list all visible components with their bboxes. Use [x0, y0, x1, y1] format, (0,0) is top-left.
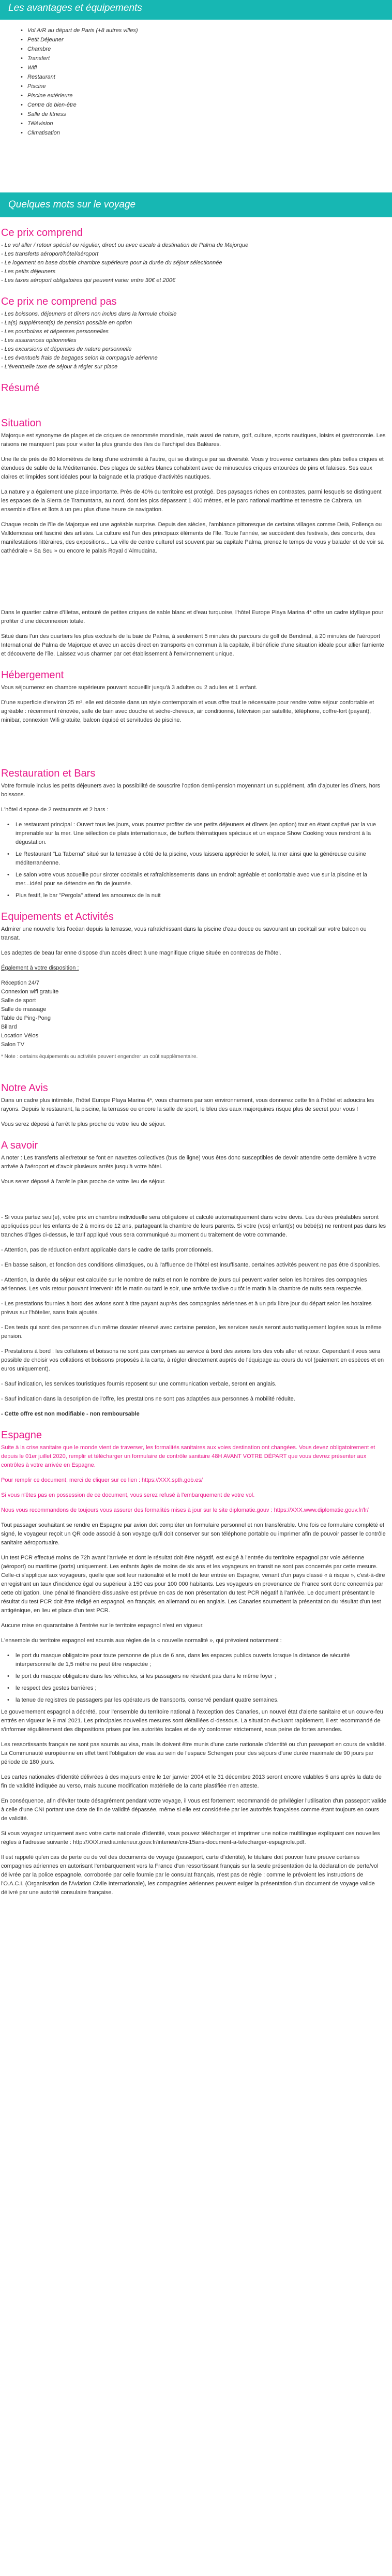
feature-item: • Wifi [21, 63, 138, 72]
price-excludes-title: Ce prix ne comprend pas [1, 296, 117, 307]
restaurant-item: • Le restaurant principal : Ouvert tous les jours, vous pourrez profiter de vos petits déjeuners et dîners (en option) tout en étant captivé par la vue imprenable sur la mer. Une sélection de plats internationaux, de buffets thématiques spéciaux et un espace Show Cooking vous rendront à la dégustation. [1, 821, 387, 847]
equipment-item: Réception 24/7 [1, 980, 39, 986]
equipment-paragraph: Admirer une nouvelle fois l'océan depuis la terrasse, vous rafraîchissant dans la piscine d'eau douce ou savourant un cocktail sur votre balcon ou transat. [1, 926, 367, 941]
good-to-know-paragraph: A noter : Les transferts aller/retour se font en navettes collectives (bus de ligne) vous êtes donc susceptibles de devoir attendre cette dernière à votre arrivée à l'aéroport et d'avoir plusieurs arrêts jusqu'à votre hôtel. [1, 1155, 376, 1170]
restaurant-item: • Le Restaurant "La Taberna" situé sur la terrasse à côté de la piscine, vous laissera apprécier le soleil, la mer ainsi que la généreuse cuisine méditerranéenne. [1, 850, 387, 868]
situation-paragraph: Situé dans l'un des quartiers les plus exclusifs de la baie de Palma, à seulement 5 minutes du parcours de golf de Bendinat, à 20 minutes de l'aéroport International de Palma de Majorque et avec un accès direct en transports en commun à la capitale, il bénéficie d'une situation idéale pour allier farniente et découverte de l'île. Laissez vous charmer par cet établissement à l'environnement unique. [1, 633, 384, 657]
summary-title: Résumé [1, 382, 40, 394]
good-to-know-item: - Prestations à bord : les collations et boissons ne sont pas comprises au service à bord des avions lors des vols aller et retour. Cependant il vous sera possible de choisir vos collations et boissons proposés à la carte, à régler directement auprès de l'équipage au cours du vol (paiement en espèces et en euros uniquement). [1, 1348, 384, 1372]
spain-paragraph: Les ressortissants français ne sont pas soumis au visa, mais ils doivent être munis d'une carte nationale d'identité ou d'un passeport en cours de validité. La Communauté européenne en effet tient l'obligation de visa au sein de l'espace Schengen pour des séjours d'une durée maximale de 90 jours par période de 180 jours. [1, 1741, 386, 1765]
spain-paragraph: Si vous voyagez uniquement avec votre carte nationale d'identité, vous pouvez télécharger et imprimer une notice multilingue expliquant ces nouvelles règles à l'adresse suivante : http://XXX.media.interieur.gouv.fr/interieur/cni-15ans-document-a-telecharger-espagnole.pdf. [1, 1830, 380, 1845]
good-to-know-item: - Les prestations fournies à bord des avions sont à titre payant auprès des compagnies aériennes et à un prix libre jour du départ selon les horaires prévus sur l'hôtelier, sans frais ajoutés. [1, 1301, 372, 1316]
price-includes-line: - Le vol aller / retour spécial ou régulier, direct ou avec escale à destination de Palma de Majorque [1, 242, 249, 248]
non-refundable-note: - Cette offre est non modifiable - non remboursable [1, 1411, 140, 1417]
equipment-title: Equipements et Activités [1, 911, 114, 922]
good-to-know-item: - Sauf indication, les services touristiques fournis reposent sur une communication verbale, seront en anglais. [1, 1381, 277, 1387]
section-header-advantages-title: Les avantages et équipements [8, 3, 142, 13]
spain-rule-item: • la tenue de registres de passagers par les opérateurs de transports, conservé pendant quatre semaines. [1, 1696, 387, 1705]
feature-item: • Piscine extérieure [21, 91, 138, 100]
spain-paragraph: Le gouvernement espagnol a décrété, pour l'ensemble du territoire national à l'exception des Canaries, un nouvel état d'alerte sanitaire et un couvre-feu entrés en vigueur le 9 mai 2021. Les principales nouvelles mesures sont détaillées ci-dessous. La situation évoluant rapidement, il est recommandé de s'informer régulièrement des dispositions prises par les autorités locales et de s'y conformer strictement, sous peine de fortes amendes. [1, 1709, 383, 1733]
feature-item: • Salle de fitness [21, 110, 138, 119]
section-header-advantages [0, 0, 392, 20]
equipment-item: Salle de massage [1, 1006, 47, 1012]
feature-item: • Piscine [21, 82, 138, 91]
section-header-trip [0, 192, 392, 217]
spain-rule-item: • le port du masque obligatoire pour toute personne de plus de 6 ans, dans les espaces publics ouverts lorsque la distance de sécurité interpersonnelle de 1,5 mètre ne peut être respectée ; [1, 1651, 387, 1669]
equipment-paragraph: Les adeptes de beau far enne dispose d'un accès direct à une magnifique crique située en contrebas de l'hôtel. [1, 950, 281, 956]
situation-paragraph: Une île de près de 80 kilomètres de long d'une extrémité à l'autre, qui se distingue par sa diversité. Vous y trouverez certaines des plus belles criques et étendues de sable de la Méditerranée. Des plages de sables blancs cohabitent avec de minuscules criques entourées de pins et falaises. Ses eaux claires et limpides sont idéales pour la baignade et la pratique d'activités nautiques. [1, 456, 384, 480]
features-list [21, 26, 138, 138]
spain-rules-list [1, 1651, 387, 1705]
spain-paragraph: Les cartes nationales d'identité délivrées à des majeurs entre le 1er janvier 2004 et le 31 décembre 2013 seront encore valables 5 ans après la date de fin de validité indiquée au verso, mais aucune modification matérielle de la carte plastifiée n'en atteste. [1, 1774, 382, 1789]
equipment-list-title: Également à votre disposition : [1, 965, 79, 971]
situation-paragraph: Dans le quartier calme d'Illetas, entouré de petites criques de sable blanc et d'eau turquoise, l'hôtel Europe Playa Marina 4* offre un cadre idyllique pour profiter d'une déconnexion totale. [1, 609, 384, 624]
accommodation-paragraph: Vous séjournerez en chambre supérieure pouvant accueillir jusqu'à 3 adultes ou 2 adultes et 1 enfant. [1, 684, 258, 691]
feature-item: • Centre de bien-être [21, 100, 138, 110]
price-excludes-line: - Les boissons, déjeuners et dîners non inclus dans la formule choisie [1, 311, 177, 317]
feature-item: • Télévision [21, 119, 138, 128]
price-includes-line: - Les transferts aéroport/hôtel/aéroport [1, 251, 99, 257]
feature-item: • Chambre [21, 44, 138, 54]
good-to-know-item: - Attention, pas de réduction enfant applicable dans le cadre de tarifs promotionnels. [1, 1247, 213, 1253]
spain-paragraph: Un test PCR effectué moins de 72h avant l'arrivée et dont le résultat doit être négatif, est exigé à l'entrée du territoire espagnol par voie aérienne (aéroport) ou maritime (ports) uniquement. Les enfants âgés de moins de six ans et les voyageurs en transit ne sont pas concernés par cette mesure. Celle-ci s'applique aux voyageurs, quelle que soit leur nationalité et le motif de leur entrée en Espagne, venant d'un pays classé « à risque », c'est-à-dire enregistrant un taux d'incidence égal ou supérieur à 150 cas pour 100 000 habitants. Les voyageurs en provenance de France sont donc concernés par cette obligation. Une pénalité financière dissuasive est prévue en cas de non présentation du test PCR négatif à l'arrivée. Le document présentant le résultat du test PCR doit être rédigé en espagnol, en français, en allemand ou en anglais. Les Canaries soumettent la présentation du résultat d'un test antigénique, en lieu et place d'un test PCR. [1, 1555, 385, 1614]
spain-alert-link[interactable]: Pour remplir ce document, merci de cliquer sur ce lien : https://XXX.spth.gob.es/ [1, 1477, 203, 1483]
spain-paragraph: L'ensemble du territoire espagnol est soumis aux règles de la « nouvelle normalité », qui prévoient notamment : [1, 1637, 282, 1644]
good-to-know-item: - Si vous partez seul(e), votre prix en chambre individuelle sera obligatoire et calculé automatiquement dans votre devis. Les durées préalables seront appliquées pour les enfants de 2 à moins de 12 ans, partageant la chambre de leurs parents. Si votre (vos) enfant(s) ou bébé(s) ne rentrent pas dans les tranches d'âges ci-dessus, le tarif appliqué vous sera communiqué au moment du traitement de votre commande. [1, 1214, 386, 1238]
price-includes-title: Ce prix comprend [1, 227, 83, 239]
spain-alert-paragraph: Si vous n'êtes pas en possession de ce document, vous serez refusé à l'embarquement de votre vol. [1, 1492, 255, 1498]
accommodation-title: Hébergement [1, 669, 64, 681]
situation-paragraph: La nature y a également une place importante. Près de 40% du territoire est protégé. Des paysages riches en contrastes, parmi lesquels se distinguent les espaces de la Sierra de Tramuntana, au nord, dont les pics dépassent 1 400 mètres, et le parc national maritime et terrestre de Cabrera, un ensemble d'îles et îlots à un peu plus d'une heure de navigation. [1, 489, 382, 513]
good-to-know-item: - Attention, la durée du séjour est calculée sur le nombre de nuits et non le nombre de jours qui peuvent varier selon les horaires des compagnies aériennes. Les vols retour pouvant intervenir tôt le matin ou tard le soir, une arrivée tardive ou tôt le matin à la chambre de nuits sera respectée. [1, 1277, 367, 1292]
price-excludes-line: - L'éventuelle taxe de séjour à régler sur place [1, 364, 118, 370]
good-to-know-list [1, 1213, 387, 1419]
price-excludes-line: - Les assurances optionnelles [1, 337, 77, 344]
spain-title: Espagne [1, 1430, 42, 1441]
restaurants-intro-2: L'hôtel dispose de 2 restaurants et 2 bars : [1, 807, 109, 813]
price-excludes-line: - Les excursions et dépenses de nature personnelle [1, 346, 132, 352]
equipment-item: Table de Ping-Pong [1, 1015, 51, 1021]
good-to-know-item: - Sauf indication dans la description de l'offre, les prestations ne sont pas adaptées aux personnes à mobilité réduite. [1, 1396, 295, 1402]
feature-item: • Restaurant [21, 72, 138, 82]
trip-content [1, 227, 387, 1903]
situation-paragraph: Majorque est synonyme de plages et de criques de renommée mondiale, mais aussi de nature, golf, culture, sports nautiques, loisirs et gastronomie. Les raisons ne manquent pas pour visiter la plus grande des îles de l'archipel des Baléares. [1, 433, 386, 448]
equipment-list [1, 979, 387, 1049]
spain-paragraph: En conséquence, afin d'éviter toute désagrément pendant votre voyage, il vous est fortement recommandé de privilégier l'utilisation d'un passeport valide à celle d'une CNI portant une date de fin de validité dépassée, même si elle est considérée par les autorités françaises comme étant toujours en cours de validité. [1, 1798, 386, 1822]
our-opinion-title: Notre Avis [1, 1082, 48, 1094]
accommodation-paragraph: D'une superficie d'environ 25 m², elle est décorée dans un style contemporain et vous offre tout le nécessaire pour rendre votre séjour confortable et agréable : récemment rénovée, salle de bain avec douche et sèche-cheveux, air conditionné, télévision par satellite, téléphone, coffre-fort (payant), minibar, connexion Wifi gratuite, balcon équipé et servitudes de piscine. [1, 699, 374, 723]
good-to-know-title: A savoir [1, 1140, 38, 1151]
spain-rule-item: • le respect des gestes barrières ; [1, 1684, 387, 1693]
feature-item: • Transfert [21, 54, 138, 63]
equipment-item: Connexion wifi gratuite [1, 989, 59, 995]
equipment-item: Billard [1, 1024, 17, 1030]
spain-paragraph: Aucune mise en quarantaine à l'entrée sur le territoire espagnol n'est en vigueur. [1, 1622, 204, 1629]
equipment-item: Salon TV [1, 1041, 25, 1048]
good-to-know-paragraph: Vous serez déposé à l'arrêt le plus proche de votre lieu de séjour. [1, 1179, 166, 1185]
equipment-note: * Note : certains équipements ou activités peuvent engendrer un coût supplémentaire. [1, 1054, 198, 1060]
spain-rule-item: • le port du masque obligatoire dans les véhicules, si les passagers ne résident pas dans le même foyer ; [1, 1672, 387, 1681]
our-opinion-paragraph: Vous serez déposé à l'arrêt le plus proche de votre lieu de séjour. [1, 1121, 166, 1127]
our-opinion-paragraph: Dans un cadre plus intimiste, l'hôtel Europe Playa Marina 4*, vous charmera par son environnement, vous donnerez cette fin à l'hôtel et adoucira les rayons. Depuis le restaurant, la piscine, la terrasse ou encore la salle de sport, le bleu des eaux majorquines risque plus de secret pour vous ! [1, 1097, 374, 1112]
price-excludes-list [1, 310, 387, 371]
restaurant-item: • Plus festif, le bar "Pergola" attend les amoureux de la nuit [1, 891, 387, 900]
spain-paragraph: Tout passager souhaitant se rendre en Espagne par avion doit compléter un formulaire personnel et non transférable. Une fois ce formulaire complété et signé, le voyageur reçoit un QR code associé à son voyage qu'il doit conserver sur son téléphone portable ou imprimer afin de pouvoir passer le contrôle sanitaire aéroportuaire. [1, 1522, 386, 1546]
equipment-item: Salle de sport [1, 997, 36, 1004]
price-excludes-line: - La(s) supplément(s) de pension possible en option [1, 320, 132, 326]
feature-item: • Climatisation [21, 128, 138, 138]
price-includes-line: - Les taxes aéroport obligatoires qui peuvent varier entre 30€ et 200€ [1, 277, 175, 284]
restaurant-item: • Le salon votre vous accueille pour siroter cocktails et rafraîchissements dans un endroit agréable et confortable avec vue sur la piscine et la mer...Idéal pour se détendre en fin de journée. [1, 871, 387, 888]
restaurants-intro: Votre formule inclus les petits déjeuners avec la possibilité de souscrire l'option demi-pension moyennant un supplément, afin d'ajouter les dîners, hors boissons. [1, 783, 381, 798]
equipment-item: Location Vélos [1, 1033, 39, 1039]
price-includes-list [1, 241, 387, 285]
section-header-trip-title: Quelques mots sur le voyage [8, 199, 136, 210]
spain-alert-paragraph: Suite à la crise sanitaire que le monde vient de traverser, les formalités sanitaires aux voies destination ont changées. Vous devez obligatoirement et depuis le 01er juillet 2020, remplir et télécharger un formulaire de contrôle sanitaire 48H AVANT VOTRE DÉPART que vous devrez présenter aux contrôles à votre arrivée en Espagne. [1, 1445, 375, 1468]
spain-alert-link[interactable]: Nous vous recommandons de toujours vous assurer des formalités mises à jour sur le site diplomatie.gouv : https://XXX.www.diplomatie.gouv.fr/fr/ [1, 1507, 369, 1513]
feature-item: • Vol A/R au départ de Paris (+8 autres villes) [21, 26, 138, 35]
restaurants-title: Restauration et Bars [1, 768, 96, 779]
good-to-know-item: - En basse saison, et fonction des conditions climatiques, ou à l'affluence de l'hôtel est insuffisante, certaines activités peuvent ne pas être disponibles. [1, 1262, 381, 1268]
situation-paragraph: Chaque recoin de l'île de Majorque est une agréable surprise. Depuis des siècles, l'ambiance pittoresque de certains villages comme Deià, Pollença ou Valldemossa ont fasciné des artistes. La culture est l'un des principaux éléments de l'île. Toute l'année, se succèdent des festivals, des concerts, des manifestations littéraires, des expositions... La ville de centre culturel est souvent par sa capitale Palma, prenez le temps de vous y balader et de voir sa cathédrale « Sa Seu » ou encore le palais Royal d'Almudaina. [1, 522, 384, 554]
price-excludes-line: - Les pourboires et dépenses personnelles [1, 329, 109, 335]
restaurants-list [1, 821, 387, 900]
spain-paragraph: Il est rappelé qu'en cas de perte ou de vol des documents de voyage (passeport, carte d'identité), le titulaire doit pouvoir faire preuve certaines compagnies aériennes en autorisant l'embarquement vers la France d'un ressortissant français sur la seule présentation de la déclaration de perte/vol délivrée par la police espagnole, corroborée par celle fournie par le consulat français, n'est pas de règle : comme le prévoient les instructions de l'O.A.C.I. (Organisation de l'Aviation Civile Internationale), les compagnies aériennes peuvent exiger la présentation d'un document de voyage valide délivré par une autorité consulaire française. [1, 1854, 379, 1896]
price-includes-line: - Les petits déjeuners [1, 269, 56, 275]
situation-title: Situation [1, 418, 41, 429]
price-excludes-line: - Les éventuels frais de bagages selon la compagnie aérienne [1, 355, 158, 361]
price-includes-line: - Le logement en base double chambre supérieure pour la durée du séjour sélectionnée [1, 260, 222, 266]
feature-item: • Petit Déjeuner [21, 35, 138, 44]
good-to-know-item: - Des tests qui sont des personnes d'un même dossier réservé avec certaine pension, les services seuls seront automatiquement logées sous la même pension. [1, 1324, 382, 1339]
